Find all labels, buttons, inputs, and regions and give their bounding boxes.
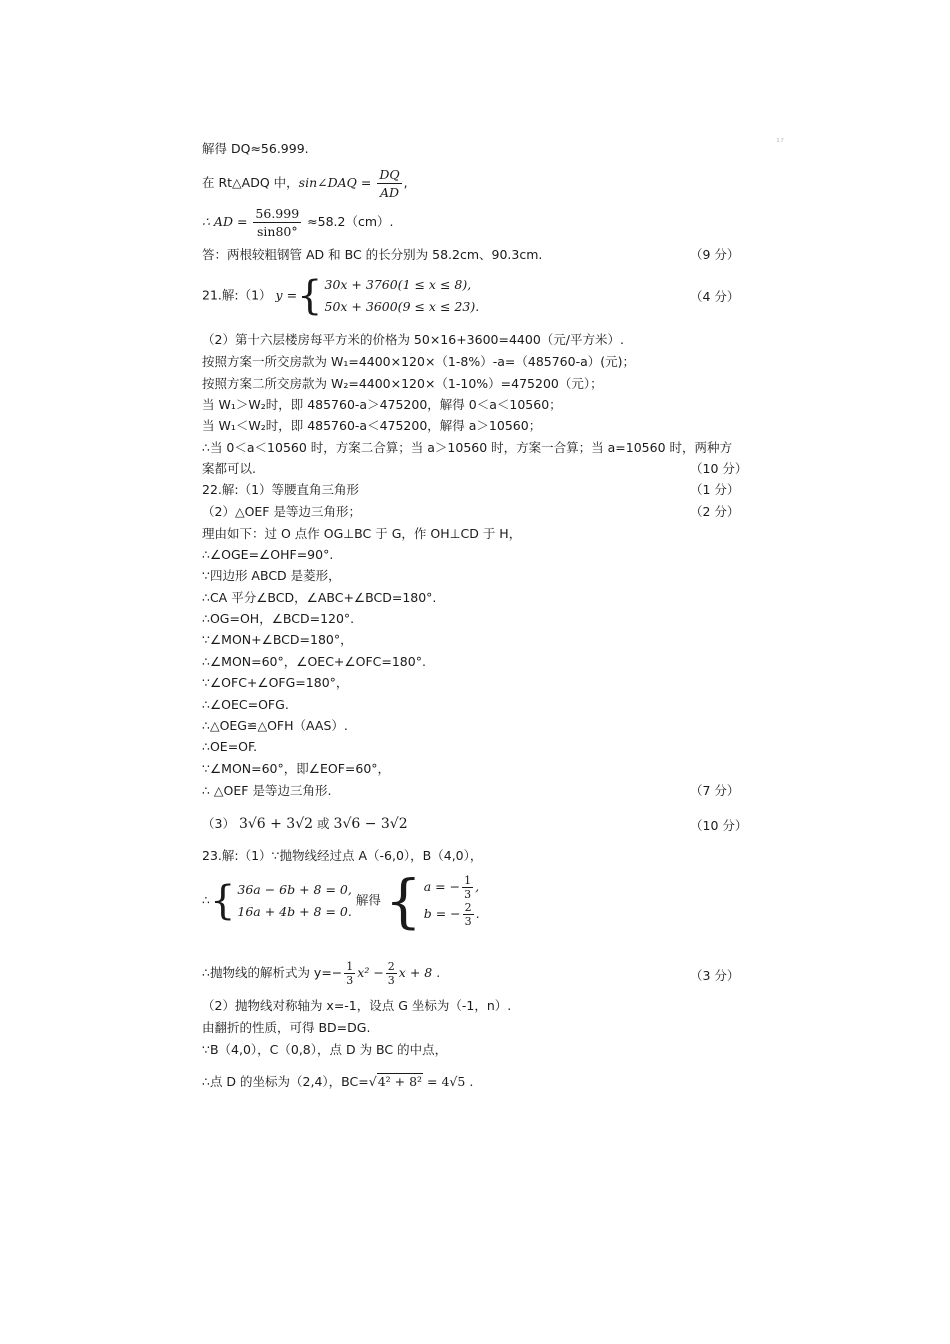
q21-line5: 当 W₁＞W₂时，即 485760-a＞475200，解得 0＜a＜10560；: [202, 397, 562, 412]
fraction-two-thirds: $\frac{2}{3}$: [387, 960, 395, 987]
q22-line14: ∵∠MON=60°，即∠EOF=60°，: [202, 761, 391, 776]
score-10-q22: （10 分）: [690, 818, 748, 833]
score-2: （2 分）: [690, 504, 740, 519]
score-4: （4 分）: [690, 289, 740, 304]
q22-line10: ∵∠OFC+∠OFG=180°，: [202, 675, 349, 690]
q22-line1: 22.解:（1）等腰直角三角形: [202, 482, 360, 497]
score-3: （3 分）: [690, 968, 740, 983]
q22-line5: ∵四边形 ABCD 是菱形，: [202, 568, 341, 583]
q21-line6: 当 W₁＜W₂时，即 485760-a＜475200，解得 a＞10560；: [202, 418, 542, 433]
q23-line6: ∵B（4,0），C（0,8），点 D 为 BC 的中点，: [202, 1042, 448, 1057]
q22-line11: ∴∠OEC=OFG.: [202, 697, 289, 712]
q23-system: ∴{ 36a − 6b + 8 = 0, 16a + 4b + 8 = 0. 解得 { a = − $\frac{1}{3}$ , b = − $\frac{2}{3}$ .: [202, 867, 480, 935]
q21-part1: 21.解:（1） y ={ 30x + 3760(1 ≤ x ≤ 8), 50x + 3600(9 ≤ x ≤ 23).: [202, 273, 480, 319]
q22-line15: ∴ △OEF 是等边三角形.: [202, 783, 332, 798]
score-7: （7 分）: [690, 783, 740, 798]
fraction-ad: $\frac{56.999}{\sin 80^\circ}$: [255, 206, 300, 239]
q21-line7: ∴当 0＜a＜10560 时，方案二合算；当 a＞10560 时，方案一合算；当 a=10560 时，两种方: [202, 440, 732, 455]
q22-line9: ∴∠MON=60°，∠OEC+∠OFC=180°.: [202, 654, 426, 669]
fraction-one-third: $\frac{1}{3}$: [346, 960, 354, 987]
score-9: （9 分）: [690, 247, 740, 262]
q23-line5: 由翻折的性质，可得 BD=DG.: [202, 1020, 371, 1035]
q23-line7: ∴点 D 的坐标为（2,4），BC=√4² + 8² = 4√5 .: [202, 1074, 474, 1089]
line-sin-daq: 在 Rt△ADQ 中，sin∠DAQ = $\frac{DQ}{AD}$ ,: [202, 167, 408, 200]
q21-line3: 按照方案一所交房款为 W₁=4400×120×（1-8%）-a=（485760-a）(元)；: [202, 354, 636, 369]
q23-line4: （2）抛物线对称轴为 x=-1，设点 G 坐标为（-1，n）.: [202, 998, 512, 1013]
q22-line6: ∴CA 平分∠BCD，∠ABC+∠BCD=180°.: [202, 590, 437, 605]
q22-part3: （3） 3√6 + 3√2 或 3√6 − 3√2: [202, 816, 408, 832]
q21-line2: （2）第十六层楼房每平方米的价格为 50×16+3600=4400（元/平方米）.: [202, 332, 624, 347]
score-1: （1 分）: [690, 482, 740, 497]
line-ad-value: ∴ AD = $\frac{56.999}{\sin 80^\circ}$ ≈58.2（cm）.: [202, 206, 394, 239]
q22-line2: （2）△OEF 是等边三角形；: [202, 504, 361, 519]
q22-line12: ∴△OEG≌△OFH（AAS）.: [202, 718, 348, 733]
fraction-dq-ad: $\frac{DQ}{AD}$: [379, 167, 400, 200]
q23-parabola: ∴抛物线的解析式为 y=− $\frac{1}{3}$ x² − $\frac{2}{3}$ x + 8 .: [202, 960, 441, 987]
q22-line8: ∵∠MON+∠BCD=180°，: [202, 632, 353, 647]
q22-line13: ∴OE=OF.: [202, 739, 258, 754]
q21-line8: 案都可以.: [202, 461, 256, 476]
q21-line4: 按照方案二所交房款为 W₂=4400×120×（1-10%）=475200（元）；: [202, 376, 603, 391]
scan-mark: ₁₇: [776, 134, 785, 145]
q22-line4: ∴∠OGE=∠OHF=90°.: [202, 547, 334, 562]
q23-line1: 23.解:（1）∵抛物线经过点 A（-6,0），B（4,0），: [202, 848, 483, 863]
sqrt-bc: 4² + 8²: [377, 1074, 423, 1089]
q21-piecewise: 30x + 3760(1 ≤ x ≤ 8), 50x + 3600(9 ≤ x ≤ 23).: [324, 277, 480, 314]
q23-solution: a = − $\frac{1}{3}$ , b = − $\frac{2}{3}$ .: [423, 874, 480, 928]
q23-equations: 36a − 6b + 8 = 0, 16a + 4b + 8 = 0.: [237, 882, 352, 919]
q22-line3: 理由如下：过 O 点作 OG⊥BC 于 G，作 OH⊥CD 于 H，: [202, 526, 522, 541]
line-answer-20: 答：两根较粗钢管 AD 和 BC 的长分别为 58.2cm、90.3cm.: [202, 247, 543, 262]
score-10-q21: （10 分）: [690, 461, 748, 476]
q22-line7: ∴OG=OH，∠BCD=120°.: [202, 611, 355, 626]
line-dq-result: 解得 DQ≈56.999.: [202, 141, 309, 156]
